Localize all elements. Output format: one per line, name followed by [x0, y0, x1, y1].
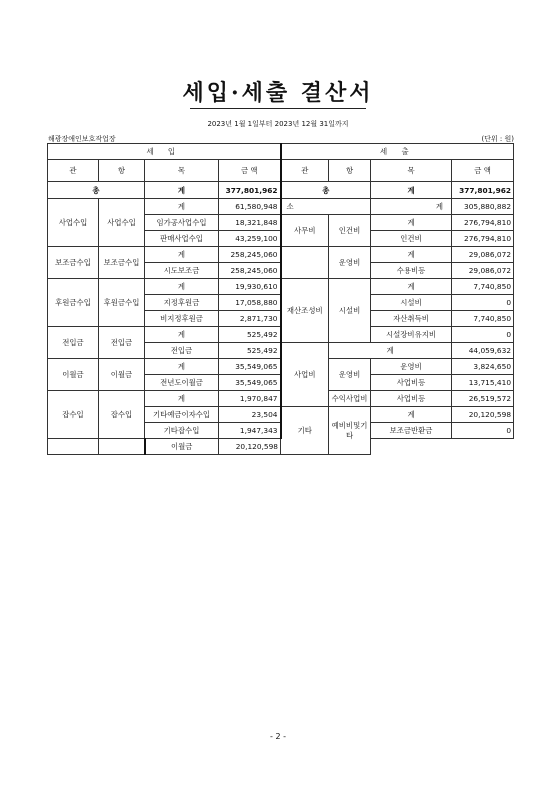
expense-mok: 이월금 [145, 439, 219, 455]
income-gwan: 사업수입 [48, 199, 99, 247]
expense-amount: 7,740,850 [452, 311, 514, 327]
expense-mok: 수용비등 [371, 263, 452, 279]
income-hang: 사업수입 [99, 199, 145, 247]
expense-mok: 시설장비유지비 [371, 327, 452, 343]
income-gwan: 잡수입 [48, 391, 99, 439]
expense-mok: 운영비 [371, 359, 452, 375]
expense-hang: 예비비및기타 [329, 407, 371, 455]
expense-mok: 계 [371, 407, 452, 423]
income-gwan: 후원금수입 [48, 279, 99, 327]
income-mok: 전입금 [145, 343, 219, 359]
expense-amount: 0 [452, 327, 514, 343]
expense-mok: 시설비 [371, 295, 452, 311]
income-mok-empty [48, 439, 99, 455]
income-hang: 후원금수입 [99, 279, 145, 327]
income-mok: 계 [145, 359, 219, 375]
expense-amount: 7,740,850 [452, 279, 514, 295]
expense-total-amount: 377,801,962 [452, 182, 514, 199]
expense-mok: 계 [329, 343, 452, 359]
expense-hang: 운영비 [329, 359, 371, 391]
income-total-mok: 계 [145, 182, 219, 199]
income-amount: 1,947,343 [219, 423, 281, 439]
expense-hang-header: 항 [329, 160, 371, 182]
expense-hang: 운영비 [329, 247, 371, 279]
expense-hang: 시설비 [329, 279, 371, 343]
income-mok: 판매사업수입 [145, 231, 219, 247]
income-mok: 비지정후원금 [145, 311, 219, 327]
header-row-top [48, 144, 514, 160]
income-amount: 35,549,065 [219, 375, 281, 391]
expense-amount: 20,120,598 [219, 439, 281, 455]
income-amount: 525,492 [219, 327, 281, 343]
income-mok: 시도보조금 [145, 263, 219, 279]
income-amount: 23,504 [219, 407, 281, 423]
expense-gwan-header: 관 [281, 160, 329, 182]
expense-amount: 276,794,810 [452, 215, 514, 231]
document-title: 세입·세출 결산서 [182, 80, 374, 106]
expense-header: 세 출 [281, 144, 514, 160]
income-amount: 61,580,948 [219, 199, 281, 215]
expense-gwan: 기타 [281, 407, 329, 455]
income-amount: 18,321,848 [219, 215, 281, 231]
expense-hang: 인건비 [329, 215, 371, 247]
settlement-table [47, 143, 514, 455]
income-mok: 전년도이월금 [145, 375, 219, 391]
income-mok: 계 [145, 199, 219, 215]
income-hang-header: 항 [99, 160, 145, 182]
income-hang: 전입금 [99, 327, 145, 359]
income-amount-header: 금 액 [219, 160, 281, 182]
expense-amount: 276,794,810 [452, 231, 514, 247]
expense-mok: 사업비등 [371, 375, 452, 391]
expense-amount: 29,086,072 [452, 263, 514, 279]
expense-mok: 사업비등 [371, 391, 452, 407]
income-gwan: 전입금 [48, 327, 99, 359]
expense-gwan: 재산조성비 [281, 279, 329, 343]
income-gwan-header: 관 [48, 160, 99, 182]
income-mok: 임가공사업수입 [145, 215, 219, 231]
header-row-columns [48, 160, 514, 182]
income-hang: 보조금수입 [99, 247, 145, 279]
expense-hang: 소 [281, 199, 371, 215]
income-mok: 계 [145, 279, 219, 295]
income-header: 세 입 [48, 144, 281, 160]
expense-total-gwan: 총 [281, 182, 371, 199]
income-gwan: 이월금 [48, 359, 99, 391]
income-mok: 기타잡수입 [145, 423, 219, 439]
table-row [48, 279, 514, 295]
income-mok: 계 [145, 247, 219, 263]
expense-mok-header: 목 [371, 160, 452, 182]
expense-amount: 44,059,632 [452, 343, 514, 359]
expense-amount: 20,120,598 [452, 407, 514, 423]
expense-amount: 29,086,072 [452, 247, 514, 263]
expense-mok: 자산취득비 [371, 311, 452, 327]
income-amount: 35,549,065 [219, 359, 281, 375]
income-amount: 17,058,880 [219, 295, 281, 311]
page-number: - 2 - [270, 732, 286, 741]
income-amount: 258,245,060 [219, 263, 281, 279]
income-amount: 1,970,847 [219, 391, 281, 407]
income-mok: 계 [145, 391, 219, 407]
expense-amount: 0 [452, 295, 514, 311]
income-amount: 43,259,100 [219, 231, 281, 247]
income-mok: 기타예금이자수입 [145, 407, 219, 423]
expense-amount: 13,715,410 [452, 375, 514, 391]
title-underline [190, 108, 366, 109]
expense-mok: 계 [371, 279, 452, 295]
expense-amount: 305,880,882 [452, 199, 514, 215]
table-row [48, 247, 514, 263]
income-amount-empty [99, 439, 145, 455]
expense-mok: 계 [371, 215, 452, 231]
income-amount: 525,492 [219, 343, 281, 359]
organization-name: 해광장애인보호작업장 [48, 135, 116, 143]
income-total-amount: 377,801,962 [219, 182, 281, 199]
expense-total-mok: 계 [371, 182, 452, 199]
income-total-gwan: 총 [48, 182, 145, 199]
expense-amount: 26,519,572 [452, 391, 514, 407]
table-row [48, 182, 514, 199]
income-gwan: 보조금수입 [48, 247, 99, 279]
expense-amount-header: 금 액 [452, 160, 514, 182]
income-amount: 19,930,610 [219, 279, 281, 295]
income-amount: 258,245,060 [219, 247, 281, 263]
income-hang: 잡수입 [99, 391, 145, 439]
expense-mok: 계 [371, 247, 452, 263]
income-mok: 지정후원금 [145, 295, 219, 311]
unit-label: (단위 : 원) [481, 135, 514, 143]
income-hang: 이월금 [99, 359, 145, 391]
income-mok-header: 목 [145, 160, 219, 182]
expense-mok: 보조금반환금 [371, 423, 452, 439]
expense-amount: 0 [452, 423, 514, 439]
expense-mok: 계 [371, 199, 452, 215]
income-mok: 계 [145, 327, 219, 343]
expense-gwan-empty [281, 247, 329, 279]
period: 2023년 1월 1일부터 2023년 12월 31일까지 [207, 120, 349, 128]
table-row [48, 199, 514, 215]
expense-gwan: 사무비 [281, 215, 329, 247]
income-amount: 2,871,730 [219, 311, 281, 327]
expense-mok: 인건비 [371, 231, 452, 247]
expense-gwan: 사업비 [281, 343, 329, 407]
expense-hang: 수익사업비 [329, 391, 371, 407]
expense-amount: 3,824,650 [452, 359, 514, 375]
